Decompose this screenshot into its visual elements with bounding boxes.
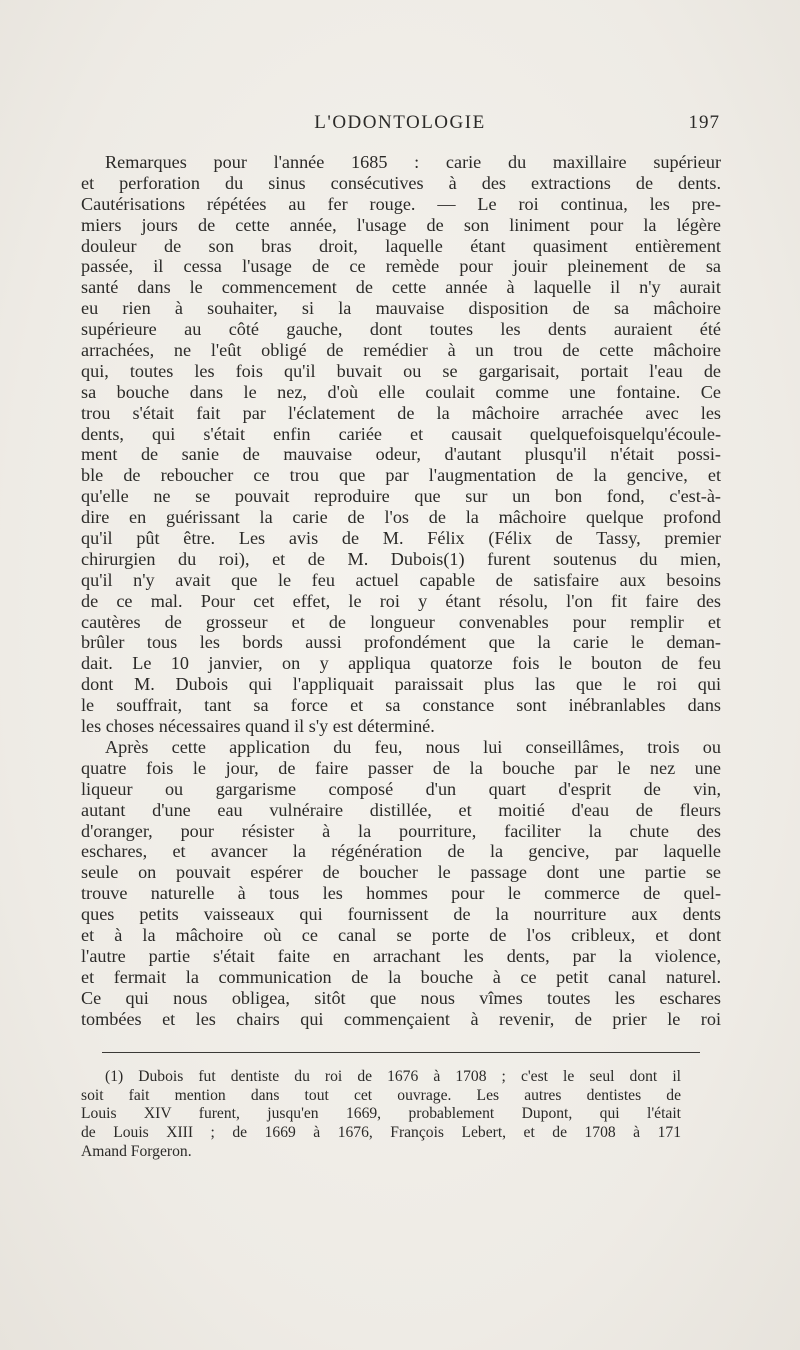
text-line: liqueur ou gargarisme composé d'un quart d'esprit de vin, [81, 778, 721, 799]
text-line: les choses nécessaires quand il s'y est déterminé. [81, 716, 435, 737]
text-line: quatre fois le jour, de faire passer de la bouche par le nez une [81, 757, 721, 778]
text-line: douleur de son bras droit, laquelle étant quasiment entièrement [81, 235, 721, 256]
running-title: L'ODONTOLOGIE [314, 112, 486, 133]
text-line: supérieure au côté gauche, dont toutes les dents auraient été [81, 319, 721, 340]
footnote-rule [102, 1052, 700, 1053]
footnote-line: soit fait mention dans tout cet ouvrage. Les autres dentistes de [81, 1086, 681, 1104]
text-line: eschares, et avancer la régénération de la gencive, par laquelle [81, 841, 721, 862]
text-line: qu'il pût être. Les avis de M. Félix (Félix de Tassy, premier [81, 528, 721, 549]
text-line: tombées et les chairs qui commençaient à revenir, de prier le roi [81, 1008, 721, 1029]
footnote [81, 1068, 681, 1161]
text-line: eu rien à souhaiter, si la mauvaise disposition de sa mâchoire [81, 298, 721, 319]
text-line: et fermait la communication de la bouche à ce petit canal naturel. [81, 966, 721, 987]
text-line: Remarques pour l'année 1685 : carie du maxillaire supérieur [105, 152, 721, 172]
text-line: d'oranger, pour résister à la pourriture, faciliter la chute des [81, 820, 721, 841]
text-line: Cautérisations répétées au fer rouge. — Le roi continua, les pre- [81, 193, 721, 214]
text-line: Après cette application du feu, nous lui conseillâmes, trois ou [105, 736, 721, 757]
text-line: sa bouche dans le nez, d'où elle coulait comme une fontaine. Ce [81, 381, 721, 402]
main-text [81, 152, 721, 1029]
text-line: le souffrait, tant sa force et sa constance sont inébranlables dans [81, 695, 721, 716]
text-line: qu'elle ne se pouvait reproduire que sur un bon fond, c'est-à- [81, 486, 721, 507]
footnote-line: (1) Dubois fut dentiste du roi de 1676 à 1708 ; c'est le seul dont il [105, 1068, 681, 1085]
text-line: l'autre partie s'était faite en arrachant les dents, par la violence, [81, 945, 721, 966]
page-number: 197 [688, 112, 720, 133]
page-header [80, 112, 720, 142]
text-line: chirurgien du roi), et de M. Dubois(1) furent soutenus du mien, [81, 548, 721, 569]
text-line: et perforation du sinus consécutives à des extractions de dents. [81, 172, 721, 193]
text-line: brûler tous les bords aussi profondément que la carie le deman- [81, 632, 721, 653]
footnote-line: Amand Forgeron. [81, 1142, 192, 1160]
footnote-line: de Louis XIII ; de 1669 à 1676, François Lebert, et de 1708 à 171 [81, 1124, 681, 1142]
text-line: ment de sanie de mauvaise odeur, d'autant plusqu'il n'était possi- [81, 444, 721, 465]
text-line: autant d'une eau vulnéraire distillée, et moitié d'eau de fleurs [81, 799, 721, 820]
text-line: miers jours de cette année, l'usage de son liniment pour la légère [81, 214, 721, 235]
text-line: dait. Le 10 janvier, on y appliqua quatorze fois le bouton de feu [81, 653, 721, 674]
text-line: ques petits vaisseaux qui fournissent de la nourriture aux dents [81, 904, 721, 925]
text-line: et à la mâchoire où ce canal se porte de l'os cribleux, et dont [81, 924, 721, 945]
text-line: passée, il cessa l'usage de ce remède pour jouir pleinement de sa [81, 256, 721, 277]
text-line: qui, toutes les fois qu'il buvait ou se gargarisait, portait l'eau de [81, 360, 721, 381]
text-line: trouve naturelle à tous les hommes pour le commerce de quel- [81, 883, 721, 904]
text-line: cautères de grosseur et de longueur convenables pour remplir et [81, 611, 721, 632]
text-line: qu'il n'y avait que le feu actuel capable de satisfaire aux besoins [81, 569, 721, 590]
footnote-line: Louis XIV furent, jusqu'en 1669, probablement Dupont, qui l'était [81, 1105, 681, 1123]
text-line: santé dans le commencement de cette année à laquelle il n'y aurait [81, 277, 721, 298]
text-line: ble de reboucher ce trou que par l'augmentation de la gencive, et [81, 465, 721, 486]
text-line: dire en guérissant la carie de l'os de la mâchoire quelque profond [81, 507, 721, 528]
text-line: dont M. Dubois qui l'appliquait paraissait plus las que le roi qui [81, 674, 721, 695]
text-line: seule on pouvait espérer de boucher le passage dont une partie se [81, 862, 721, 883]
text-line: de ce mal. Pour cet effet, le roi y étant résolu, l'on fit faire des [81, 590, 721, 611]
text-line: dents, qui s'était enfin cariée et causait quelquefoisquelqu'écoule- [81, 423, 721, 444]
text-line: trou s'était fait par l'éclatement de la mâchoire arrachée avec les [81, 402, 721, 423]
text-line: Ce qui nous obligea, sitôt que nous vîmes toutes les eschares [81, 987, 721, 1008]
text-line: arrachées, ne l'eût obligé de remédier à un trou de cette mâchoire [81, 340, 721, 361]
